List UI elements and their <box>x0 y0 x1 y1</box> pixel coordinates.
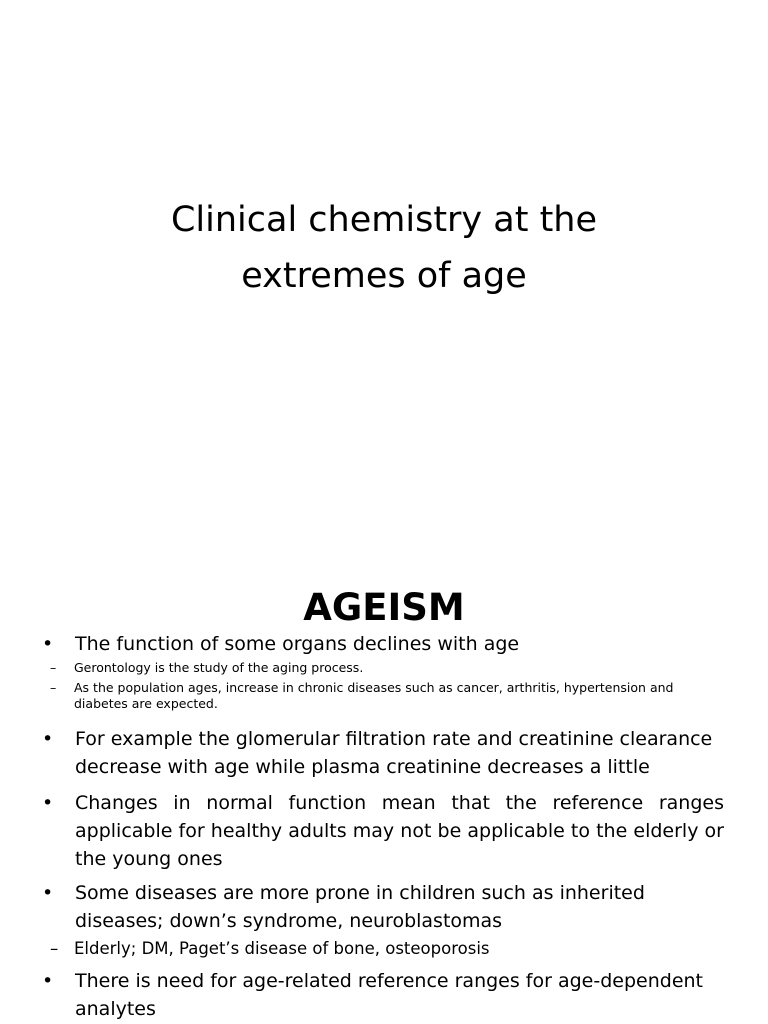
bullet-item <box>40 725 724 781</box>
dash-icon: – <box>50 939 59 958</box>
dash-icon: – <box>50 680 57 695</box>
sub-bullet-text: Gerontology is the study of the aging process. <box>74 660 364 675</box>
section-title: AGEISM <box>303 586 465 629</box>
bullet-text: The function of some organs declines with age <box>75 633 520 655</box>
sub-bullet-item <box>40 660 724 676</box>
bullet-item <box>40 630 724 658</box>
bullet-text: There is need for age-related reference ranges for age-dependent analytes <box>75 970 704 1020</box>
slide-title-line-1: Clinical chemistry at the <box>170 200 598 240</box>
bullet-icon: • <box>42 970 54 992</box>
sub-bullet-text: As the population ages, increase in chronic diseases such as cancer, arthritis, hypertension and diabetes are expected. <box>74 680 674 711</box>
bullet-item <box>40 967 724 1023</box>
bullet-text: For example the glomerular filtration rate and creatinine clearance decrease with age while plasma creatinine decreases a little <box>75 728 713 778</box>
bullet-icon: • <box>42 633 54 655</box>
dash-icon: – <box>50 660 57 675</box>
bullet-item <box>40 879 724 935</box>
bullet-icon: • <box>42 882 54 904</box>
bullet-list <box>40 630 724 1023</box>
bullet-icon: • <box>42 728 54 750</box>
sub-bullet-item <box>40 937 724 961</box>
bullet-item <box>40 789 724 873</box>
content-slide <box>0 560 768 1024</box>
bullet-text: Changes in normal function mean that the reference ranges applicable for healthy adults may not be applicable to the elderly or the young ones <box>75 792 724 870</box>
sub-bullet-text: Elderly; DM, Paget’s disease of bone, osteoporosis <box>74 939 490 958</box>
slide-title <box>0 192 768 304</box>
bullet-text: Some diseases are more prone in children such as inherited diseases; down’s syndrome, neuroblastomas <box>75 882 645 932</box>
bullet-icon: • <box>42 792 54 814</box>
slide-title-line-2: extremes of age <box>241 256 527 296</box>
sub-bullet-item <box>40 680 724 712</box>
